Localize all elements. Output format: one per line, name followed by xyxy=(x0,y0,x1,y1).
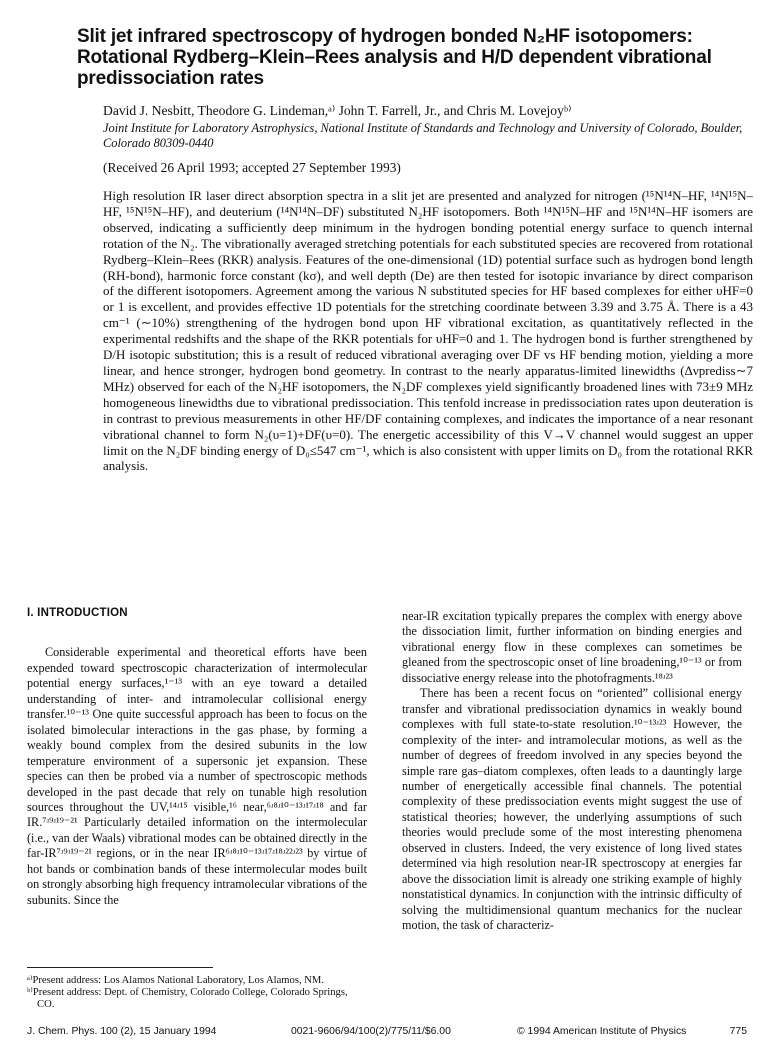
author-list: David J. Nesbitt, Theodore G. Lindeman,ᵃ⁾ John T. Farrell, Jr., and Chris M. Lovejoyᵇ⁾ xyxy=(103,103,572,118)
received-dates: (Received 26 April 1993; accepted 27 September 1993) xyxy=(103,160,401,175)
footer-journal: J. Chem. Phys. 100 (2), 15 January 1994 xyxy=(27,1026,217,1037)
page-footer xyxy=(27,1026,759,1040)
section-heading: I. INTRODUCTION xyxy=(27,607,128,619)
footnote-b: ᵇ⁾Present address: Dept. of Chemistry, Colorado College, Colorado Springs, CO. xyxy=(27,987,348,1011)
footnote-rule xyxy=(27,967,213,968)
footnote-a: ᵃ⁾Present address: Los Alamos National Laboratory, Los Alamos, NM. xyxy=(27,975,324,986)
intro-paragraph-1: Considerable experimental and theoretical efforts have been expended toward spectroscopic characterization of intermolecular potential energy surfaces,¹⁻¹³ with an eye toward a detailed understanding of inter- and intramolecular collisional energy transfer.¹⁰⁻¹³ One quite successful approach has been to focus on the isolated bimolecular interactions in the gas phase, by forming a weakly bound complex from the desired subunits in the low temperature environment of a supersonic jet expansion. These species can then be probed via a number of spectroscopic methods developed in the past decade that rely on tunable high resolution sources throughout the UV,¹⁴ʴ¹⁵ visible,¹⁶ near,⁶ʴ⁸ʴ¹⁰⁻¹³ʴ¹⁷ʴ¹⁸ and far IR.⁷ʴ⁹ʴ¹⁹⁻²¹ Particularly detailed information on the intermolecular (i.e., van der Waals) vibrational modes can be obtained directly in the far-IR⁷ʴ⁹ʴ¹⁹⁻²¹ regions, or in the near IR⁶ʴ⁸ʴ¹⁰⁻¹³ʴ¹⁷ʴ¹⁸ʴ²²ʴ²³ by virtue of hot bands or combination bands of these intermolecular modes built on strongly absorbing high frequency intramolecular vibrations of the subunits. Since the xyxy=(27,645,367,907)
right-column xyxy=(402,609,742,934)
paper-title: Slit jet infrared spectroscopy of hydrogen bonded N₂HF isotopomers: Rotational Rydberg–Klein–Rees analysis and H/D dependent vibrational predissociation rates xyxy=(77,26,712,89)
affiliation: Joint Institute for Laboratory Astrophysics, National Institute of Standards and Technology and University of Colorado, Boulder, Colorado 80309-0440 xyxy=(103,121,743,150)
footer-code: 0021-9606/94/100(2)/775/11/$6.00 xyxy=(291,1026,451,1037)
intro-paragraph-3: There has been a recent focus on “oriented” collisional energy transfer and vibrational predissociation dynamics in weakly bound complexes with full state-to-state resolution.¹⁰⁻¹³ʴ²³ However, the complexity of the inter- and intramolecular motions, as well as the number of degrees of freedom involved in any species beyond the simple rare gas–diatom complexes, often leads to a dauntingly large number of energetically accessible final channels. The potential complexity of these predissociation events might suggest the use of statistical theories; however, the underlying assumptions of such theories would preclude some of the most interesting phenomena observed in clusters. Indeed, the very existence of long lived states determined via high resolution near-IR spectroscopy at energies far above the dissociation limit is already one striking example of highly nonstatistical dynamics. In conjunction with the intrinsic difficulty of solving the multidimensional quantum mechanics for the nuclear motion, the task of characteriz- xyxy=(402,686,742,933)
footer-copyright: © 1994 American Institute of Physics xyxy=(517,1026,687,1037)
footer-page-number: 775 xyxy=(729,1026,747,1037)
abstract: High resolution IR laser direct absorption spectra in a slit jet are presented and analyzed for nitrogen (¹⁵N¹⁴N–HF, ¹⁴N¹⁵N–HF, ¹⁵N¹⁵N–HF), and deuterium (¹⁴N¹⁴N–DF) substituted N₂HF isotopomers. Both ¹⁴N¹⁵N–HF and ¹⁵N¹⁴N–HF isomers are observed, indicating a sufficiently deep minimum in the hydrogen bonding potential energy surface to quench internal rotation of the N₂. The vibrationally averaged stretching potentials for each substituted species are recovered from rotational Rydberg–Klein–Rees (RKR) analysis. Features of the one-dimensional (1D) potential surface such as hydrogen bond length (RΗ-bond), harmonic force constant (kσ), and well depth (De) are then tested for isotopic invariance by direct comparison of the different isotopomers. Agreement among the various N substituted species for HF based complexes for either υHF=0 or 1 is excellent, and provides effective 1D potentials for the stretching coordinate between 3.39 and 3.75 Å. There is a 43 cm⁻¹ (∼10%) strengthening of the hydrogen bond upon HF vibrational excitation, as quantitatively reflected in the experimental redshifts and the shape of the RKR potentials for υHF=0 and 1. The hydrogen bond is further strengthened by D/H isotopic substitution; this is a result of reduced vibrational averaging over DF vs HF bending motion, yielding a more linear, and hence stronger, hydrogen bond geometry. In contrast to the nearly apparatus-limited linewidths (Δνprediss∼7 MHz) observed for each of the N₂HF isotopomers, the N₂DF complexes yield significantly broadened lines with 73±9 MHz homogeneous linewidths due to vibrational predissociation. This tenfold increase in predissociation rates upon deuteration is in contrast to previous measurements in other HF/DF containing complexes, and indicates the importance of a near resonant vibrational channel to form N₂(υ=1)+DF(υ=0). The energetic accessibility of this V→V channel would suggest an upper limit on the N₂DF binding energy of D₀≤547 cm⁻¹, which is also consistent with upper limits on D₀ from the rotational RKR analysis. xyxy=(103,188,753,474)
footnotes xyxy=(27,975,367,1012)
intro-paragraph-2: near-IR excitation typically prepares the complex with energy above the dissociation limit, further information on binding energies and vibrational energy flow in these complexes can sometimes be gleaned from the spectroscopic onset of line broadening,¹⁰⁻¹³ or from dissociative energy release into the photofragments.¹⁸ʴ²³ xyxy=(402,609,742,685)
left-column xyxy=(27,606,367,908)
